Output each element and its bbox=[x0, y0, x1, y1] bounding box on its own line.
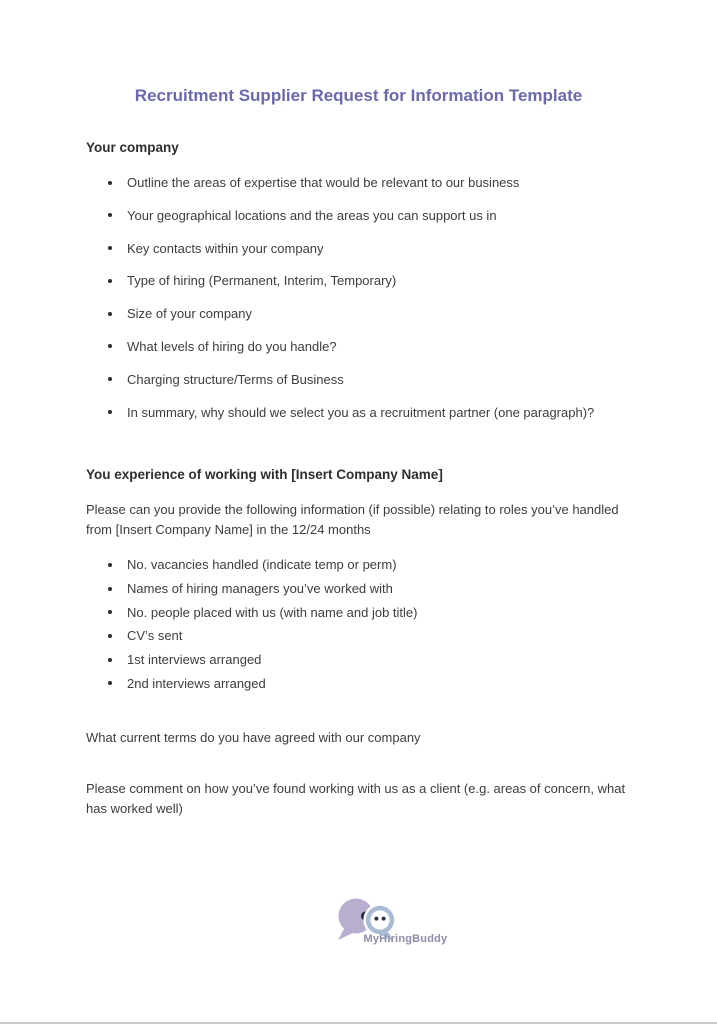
list-item: In summary, why should we select you as a recruitment partner (one paragraph)? bbox=[107, 405, 631, 438]
list-item: 2nd interviews arranged bbox=[107, 676, 631, 700]
list-item: Type of hiring (Permanent, Interim, Temporary) bbox=[107, 273, 631, 306]
list-item: Key contacts within your company bbox=[107, 241, 631, 274]
myhiringbuddy-logo bbox=[335, 896, 448, 945]
list-item: 1st interviews arranged bbox=[107, 652, 631, 676]
document-title: Recruitment Supplier Request for Information Template bbox=[134, 86, 583, 105]
terms-question: What current terms do you have agreed with our company bbox=[86, 729, 421, 745]
paragraph-line: Please comment on how you’ve found working with us as a client (e.g. areas of concern, what bbox=[86, 780, 626, 796]
company-bullet-list bbox=[107, 175, 631, 437]
section-heading-experience: You experience of working with [Insert Company Name] bbox=[86, 467, 443, 483]
list-item: No. people placed with us (with name and job title) bbox=[107, 605, 631, 629]
list-item: No. vacancies handled (indicate temp or perm) bbox=[107, 557, 631, 581]
paragraph-line: Please can you provide the following information (if possible) relating to roles you’ve handled bbox=[86, 502, 619, 518]
footer-logo-area bbox=[86, 896, 631, 944]
list-item: What levels of hiring do you handle? bbox=[107, 339, 631, 372]
experience-bullet-list bbox=[107, 557, 631, 699]
list-item: Charging structure/Terms of Business bbox=[107, 372, 631, 405]
paragraph-line: from [Insert Company Name] in the 12/24 months bbox=[86, 522, 371, 538]
list-item: CV’s sent bbox=[107, 628, 631, 652]
experience-intro-paragraph bbox=[86, 500, 631, 540]
paragraph-line: has worked well) bbox=[86, 800, 183, 816]
list-item: Outline the areas of expertise that would be relevant to our business bbox=[107, 175, 631, 208]
list-item: Names of hiring managers you’ve worked with bbox=[107, 581, 631, 605]
list-item: Size of your company bbox=[107, 306, 631, 339]
section-heading-your-company: Your company bbox=[86, 140, 179, 155]
list-item: Your geographical locations and the areas you can support us in bbox=[107, 208, 631, 241]
feedback-question bbox=[86, 779, 631, 819]
logo-wordmark: MyHiringBuddy bbox=[363, 932, 448, 945]
